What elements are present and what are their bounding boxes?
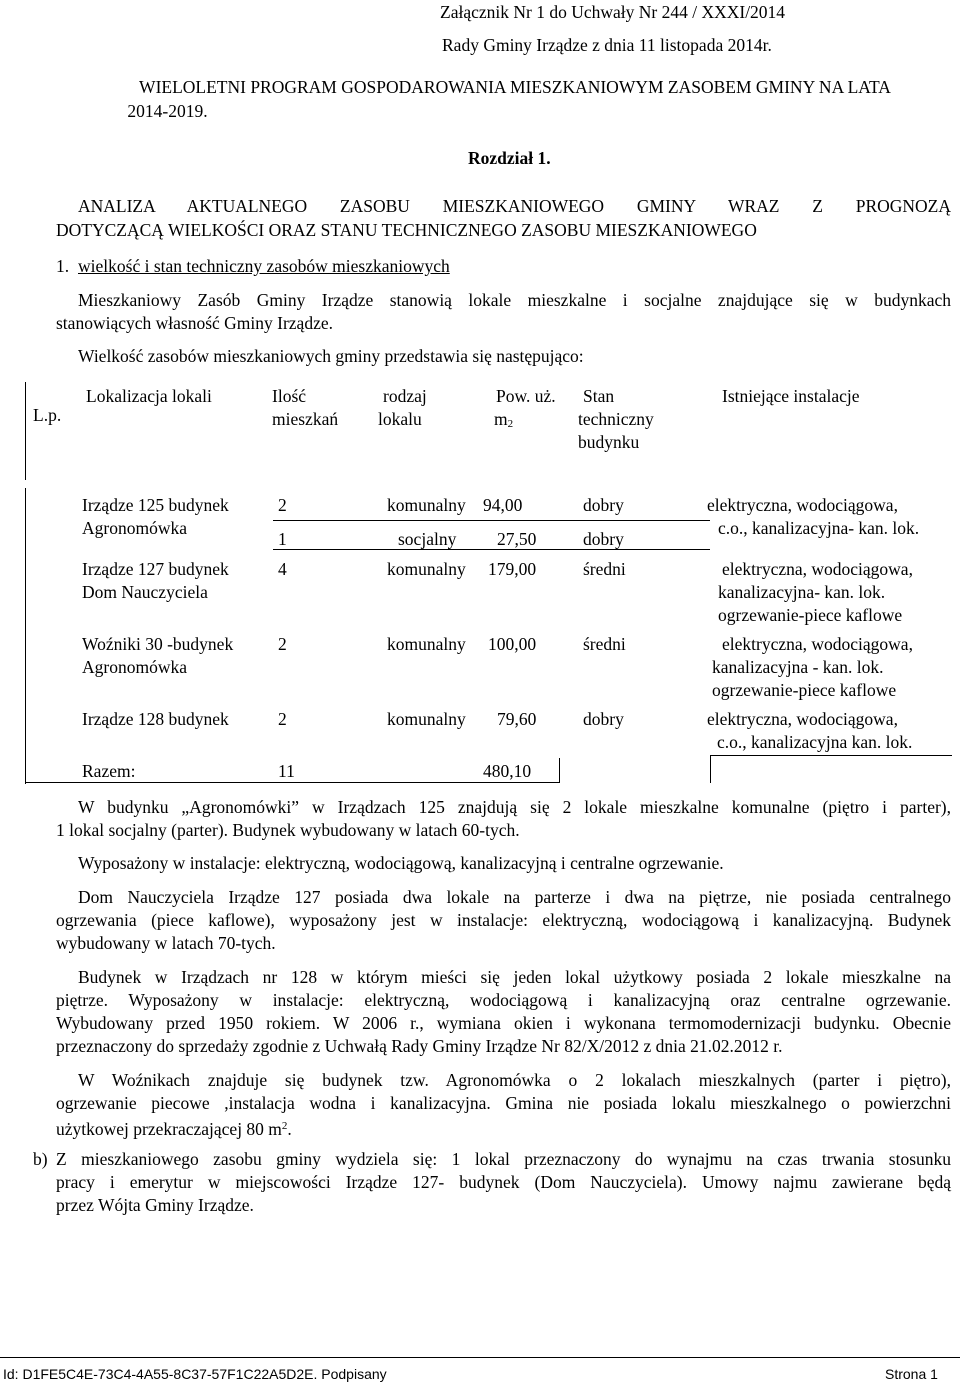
paragraph-building-128-line4: przeznaczony do sprzedaży zgodnie z Uchwałą Rady Gminy Irządze Nr 82/X/2012 z dnia 21.02.2012 r.: [56, 1036, 783, 1056]
row2-condition: średni: [583, 559, 626, 579]
row2-installations-3: ogrzewanie-piece kaflowe: [718, 605, 903, 625]
row3-type: komunalny: [387, 634, 466, 654]
row3-area: 100,00: [488, 634, 537, 654]
header-installations: Istniejące instalacje: [722, 386, 860, 406]
row1b-condition: dobry: [583, 529, 624, 549]
section-1-heading: wielkość i stan techniczny zasobów mieszkaniowych: [78, 256, 450, 276]
table-border-right-bottom: [710, 755, 952, 756]
document-title-line1: WIELOLETNI PROGRAM GOSPODAROWANIA MIESZKANIOWYM ZASOBEM GMINY NA LATA: [139, 77, 891, 97]
point-b-label: b): [33, 1149, 48, 1169]
row4-type: komunalny: [387, 709, 466, 729]
header-condition-2: techniczny: [578, 409, 654, 429]
table-border-row1-split: [273, 520, 710, 521]
header-condition-3: budynku: [578, 432, 640, 452]
intro-paragraph-line1: Mieszkaniowy Zasób Gminy Irządze stanowią lokale mieszkalne i socjalne znajdujące się w budynkach: [78, 290, 951, 310]
row1b-area: 27,50: [497, 529, 537, 549]
total-label: Razem:: [82, 761, 136, 781]
row3-location-1: Woźniki 30 -budynek: [82, 634, 234, 654]
row1-type: komunalny: [387, 495, 466, 515]
row1-location-2: Agronomówka: [82, 518, 187, 538]
row1-installations-1: elektryczna, wodociągowa,: [707, 495, 898, 515]
row3-location-2: Agronomówka: [82, 657, 187, 677]
analysis-heading-line2: DOTYCZĄCĄ WIELKOŚCI ORAZ STANU TECHNICZNEGO ZASOBU MIESZKANIOWEGO: [56, 220, 757, 240]
row3-installations-3: ogrzewanie-piece kaflowe: [712, 680, 897, 700]
table-border-bottom: [25, 782, 559, 783]
row4-installations-2: c.o., kanalizacyjna kan. lok.: [717, 732, 913, 752]
paragraph-building-128-line2: piętrze. Wyposażony w instalacje: elektryczną, wodociągową i kanalizacyjną oraz centralne ogrzewanie.: [56, 990, 951, 1010]
point-b-line1: Z mieszkaniowego zasobu gminy wydziela się: 1 lokal przeznaczony do wynajmu na czas trwania stosunku: [56, 1149, 951, 1169]
row3-count: 2: [278, 634, 287, 654]
row4-installations-1: elektryczna, wodociągowa,: [707, 709, 898, 729]
analysis-heading-line1: ANALIZA AKTUALNEGO ZASOBU MIESZKANIOWEGO GMINY WRAZ Z PROGNOZĄ: [78, 196, 951, 216]
table-border-right-inner: [710, 755, 711, 783]
point-b-line3: przez Wójta Gminy Irządze.: [56, 1195, 254, 1215]
row1-count: 2: [278, 495, 287, 515]
row2-location-2: Dom Nauczyciela: [82, 582, 208, 602]
header-type-1: rodzaj: [383, 386, 427, 406]
chapter-heading: Rozdział 1.: [468, 148, 551, 168]
table-border-left-body: [25, 488, 26, 784]
paragraph-wozniki-line2: ogrzewanie piecowe ,instalacja wodna i kanalizacyjna. Gmina nie posiada lokalu mieszkalnego o powierzchni: [56, 1093, 951, 1113]
row2-type: komunalny: [387, 559, 466, 579]
row1-installations-2: c.o., kanalizacyjna- kan. lok.: [718, 518, 920, 538]
row1b-count: 1: [278, 529, 287, 549]
total-area: 480,10: [483, 761, 532, 781]
table-border-left: [25, 382, 26, 480]
header-count-2: mieszkań: [272, 409, 339, 429]
paragraph-building-128-line3: Wybudowany przed 1950 rokiem. W 2006 r., wymiana okien i wykonana termomodernizacji budynku. Obecnie: [56, 1013, 951, 1033]
row1-location-1: Irządze 125 budynek: [82, 495, 229, 515]
footer-page-number: Strona 1: [885, 1366, 938, 1382]
table-border-row1-bottom: [273, 549, 710, 550]
header-area-2: m2: [494, 409, 514, 430]
row1-area: 94,00: [483, 495, 523, 515]
row1b-type: socjalny: [398, 529, 457, 549]
paragraph-agronomowka-line1: W budynku „Agronomówki” w Irządzach 125 znajdują się 2 lokale mieszkalne komunalne (piętro i parter),: [78, 797, 951, 817]
row2-installations-1: elektryczna, wodociągowa,: [722, 559, 913, 579]
attachment-header-line2: Rady Gminy Irządze z dnia 11 listopada 2014r.: [442, 35, 772, 55]
paragraph-wozniki-line3: użytkowej przekraczającej 80 $m^2$.: [56, 1119, 292, 1139]
header-condition-1: Stan: [583, 386, 615, 406]
row3-installations-2: kanalizacyjna - kan. lok.: [712, 657, 884, 677]
total-count: 11: [278, 761, 295, 781]
row4-count: 2: [278, 709, 287, 729]
row4-location-1: Irządze 128 budynek: [82, 709, 229, 729]
row2-location-1: Irządze 127 budynek: [82, 559, 229, 579]
row2-area: 179,00: [488, 559, 537, 579]
paragraph-building-128-line1: Budynek w Irządzach nr 128 w którym mieści się jeden lokal użytkowy posiada 2 lokale mieszkalne na: [78, 967, 951, 987]
attachment-header-line1: Załącznik Nr 1 do Uchwały Nr 244 / XXXI/2014: [440, 2, 786, 22]
paragraph-dom-nauczyciela-line3: wybudowany w latach 70-tych.: [56, 933, 276, 953]
point-b-line2: pracy i emerytur w miejscowości Irządze 127- budynek (Dom Nauczyciela). Umowy najmu zawierane będą: [56, 1172, 951, 1192]
row4-condition: dobry: [583, 709, 624, 729]
footer-divider: [0, 1357, 960, 1358]
header-lp: L.p.: [33, 405, 62, 425]
paragraph-wozniki-line1: W Woźnikach znajduje się budynek tzw. Agronomówka o 2 lokalach mieszkalnych (parter i piętro),: [78, 1070, 951, 1090]
row1-condition: dobry: [583, 495, 624, 515]
header-location: Lokalizacja lokali: [86, 386, 212, 406]
intro-paragraph-line2: stanowiących własność Gminy Irządze.: [56, 313, 333, 333]
row4-area: 79,60: [497, 709, 537, 729]
header-area-1: Pow. uż.: [496, 386, 556, 406]
paragraph-agronomowka-line2: 1 lokal socjalny (parter). Budynek wybudowany w latach 60-tych.: [56, 820, 520, 840]
paragraph-installations: Wyposażony w instalacje: elektryczną, wodociągową, kanalizacyjną i centralne ogrzewanie.: [78, 853, 724, 873]
section-1-number: 1.: [56, 256, 70, 276]
paragraph-dom-nauczyciela-line1: Dom Nauczyciela Irządze 127 posiada dwa lokale na parterze i dwa na piętrze, nie posiada centralnego: [78, 887, 951, 907]
row2-count: 4: [278, 559, 287, 579]
header-type-2: lokalu: [378, 409, 422, 429]
row3-installations-1: elektryczna, wodociągowa,: [722, 634, 913, 654]
intro-paragraph-2: Wielkość zasobów mieszkaniowych gminy przedstawia się następująco:: [78, 346, 584, 366]
document-title-line2: 2014-2019.: [127, 101, 208, 121]
table-border-total-right: [559, 758, 560, 783]
row2-installations-2: kanalizacyjna- kan. lok.: [718, 582, 886, 602]
header-count-1: Ilość: [272, 386, 307, 406]
footer-document-id: Id: D1FE5C4E-73C4-4A55-8C37-57F1C22A5D2E. Podpisany: [3, 1366, 387, 1382]
row3-condition: średni: [583, 634, 626, 654]
paragraph-dom-nauczyciela-line2: ogrzewania (piece kaflowe), wyposażony jest w instalacje: elektryczną, wodociągową i kanalizacyjną. Budynek: [56, 910, 951, 930]
